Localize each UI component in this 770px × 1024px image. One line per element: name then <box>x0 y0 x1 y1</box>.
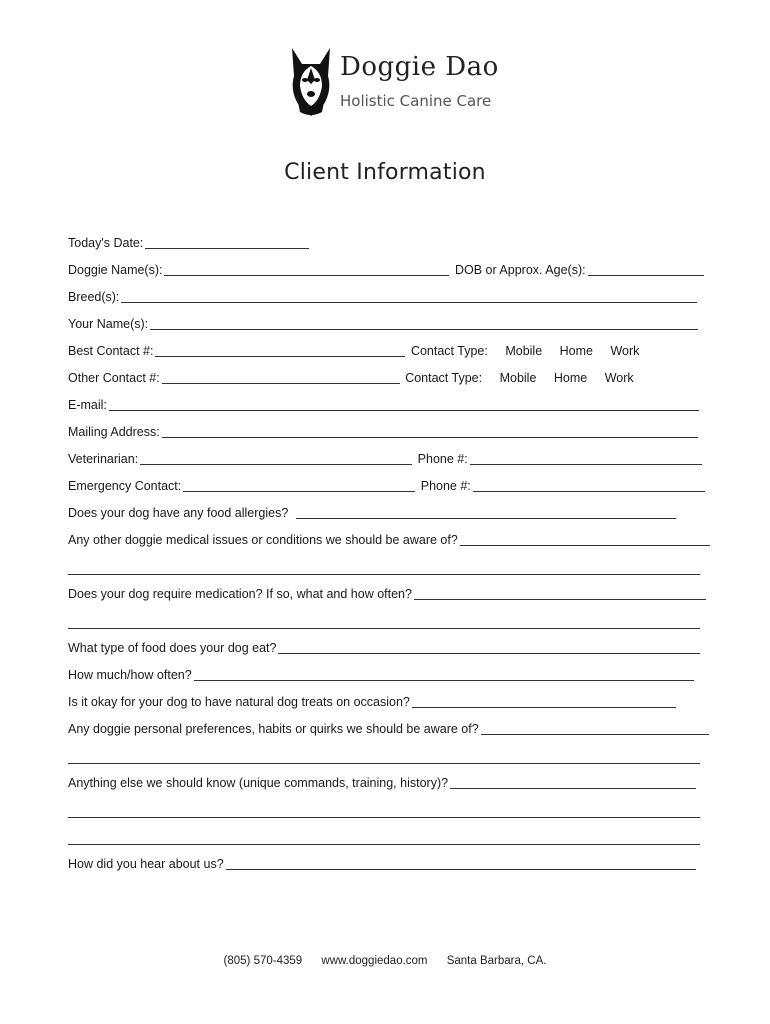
anything-else-field[interactable] <box>450 774 696 789</box>
todays-date-label: Today's Date: <box>68 236 144 250</box>
how-much-row <box>68 664 702 686</box>
emergency-contact-row <box>68 475 702 497</box>
contact-type-label: Contact Type: <box>410 344 488 358</box>
food-allergies-field[interactable] <box>296 504 676 519</box>
doggie-names-field[interactable] <box>164 261 449 276</box>
preferences-label: Any doggie personal preferences, habits or quirks we should be aware of? <box>68 722 479 736</box>
your-names-row <box>68 313 702 335</box>
breeds-label: Breed(s): <box>68 290 120 304</box>
your-names-label: Your Name(s): <box>68 317 149 331</box>
brand-logo <box>288 46 499 118</box>
footer <box>0 955 770 967</box>
food-allergies-row <box>68 502 702 524</box>
dob-label: DOB or Approx. Age(s): <box>454 263 586 277</box>
breeds-row <box>68 286 702 308</box>
other-contact-label: Other Contact #: <box>68 371 160 385</box>
contact-type-label-2: Contact Type: <box>405 371 483 385</box>
emergency-contact-label: Emergency Contact: <box>68 479 182 493</box>
contact-option-work-2[interactable]: Work <box>604 371 634 385</box>
how-much-label: How much/how often? <box>68 668 192 682</box>
emergency-phone-field[interactable] <box>473 477 705 492</box>
medication-line-2[interactable] <box>68 627 700 629</box>
medical-issues-line-2[interactable] <box>68 573 700 575</box>
veterinarian-label: Veterinarian: <box>68 452 139 466</box>
husky-logo-icon <box>288 46 334 118</box>
medication-label: Does your dog require medication? If so, what and how often? <box>68 587 412 601</box>
brand-name: Doggie Dao <box>340 52 499 82</box>
contact-option-mobile[interactable]: Mobile <box>505 344 543 358</box>
best-contact-label: Best Contact #: <box>68 344 154 358</box>
your-names-field[interactable] <box>150 315 698 330</box>
contact-option-mobile-2[interactable]: Mobile <box>499 371 537 385</box>
vet-phone-field[interactable] <box>470 450 702 465</box>
hear-about-label: How did you hear about us? <box>68 857 224 871</box>
medical-issues-row <box>68 529 702 551</box>
footer-website[interactable]: www.doggiedao.com <box>321 955 428 967</box>
doggie-names-row <box>68 259 702 281</box>
breeds-field[interactable] <box>121 288 697 303</box>
medication-row <box>68 583 702 605</box>
todays-date-row <box>68 232 702 254</box>
dob-field[interactable] <box>588 261 704 276</box>
food-type-label: What type of food does your dog eat? <box>68 641 277 655</box>
emergency-contact-field[interactable] <box>183 477 415 492</box>
food-allergies-label: Does your dog have any food allergies? <box>68 506 289 520</box>
treats-row <box>68 691 702 713</box>
anything-else-label: Anything else we should know (unique commands, training, history)? <box>68 776 449 790</box>
mailing-address-label: Mailing Address: <box>68 425 160 439</box>
contact-option-home[interactable]: Home <box>559 344 593 358</box>
medical-issues-label: Any other doggie medical issues or conditions we should be aware of? <box>68 533 458 547</box>
emergency-phone-label: Phone #: <box>420 479 471 493</box>
doggie-names-label: Doggie Name(s): <box>68 263 163 277</box>
hear-about-row <box>68 853 702 875</box>
todays-date-field[interactable] <box>145 234 309 249</box>
best-contact-row <box>68 340 702 362</box>
hear-about-field[interactable] <box>226 855 696 870</box>
treats-label: Is it okay for your dog to have natural dog treats on occasion? <box>68 695 410 709</box>
treats-field[interactable] <box>412 693 676 708</box>
anything-else-row <box>68 772 702 794</box>
page-title: Client Information <box>284 160 486 185</box>
vet-phone-label: Phone #: <box>417 452 468 466</box>
mailing-address-field[interactable] <box>162 423 698 438</box>
medical-issues-field[interactable] <box>460 531 710 546</box>
contact-option-work[interactable]: Work <box>610 344 640 358</box>
best-contact-field[interactable] <box>155 342 405 357</box>
brand-tagline: Holistic Canine Care <box>340 92 492 110</box>
how-much-field[interactable] <box>194 666 694 681</box>
other-contact-field[interactable] <box>162 369 400 384</box>
preferences-row <box>68 718 702 740</box>
email-field[interactable] <box>109 396 699 411</box>
anything-else-line-3[interactable] <box>68 843 700 845</box>
preferences-field[interactable] <box>481 720 709 735</box>
preferences-line-2[interactable] <box>68 762 700 764</box>
footer-phone: (805) 570-4359 <box>223 955 303 967</box>
food-type-field[interactable] <box>278 639 700 654</box>
food-type-row <box>68 637 702 659</box>
other-contact-row <box>68 367 702 389</box>
veterinarian-row <box>68 448 702 470</box>
anything-else-line-2[interactable] <box>68 816 700 818</box>
mailing-address-row <box>68 421 702 443</box>
email-row <box>68 394 702 416</box>
footer-location: Santa Barbara, CA. <box>446 955 547 967</box>
email-label: E-mail: <box>68 398 107 412</box>
medication-field[interactable] <box>414 585 706 600</box>
veterinarian-field[interactable] <box>140 450 412 465</box>
contact-option-home-2[interactable]: Home <box>553 371 588 385</box>
